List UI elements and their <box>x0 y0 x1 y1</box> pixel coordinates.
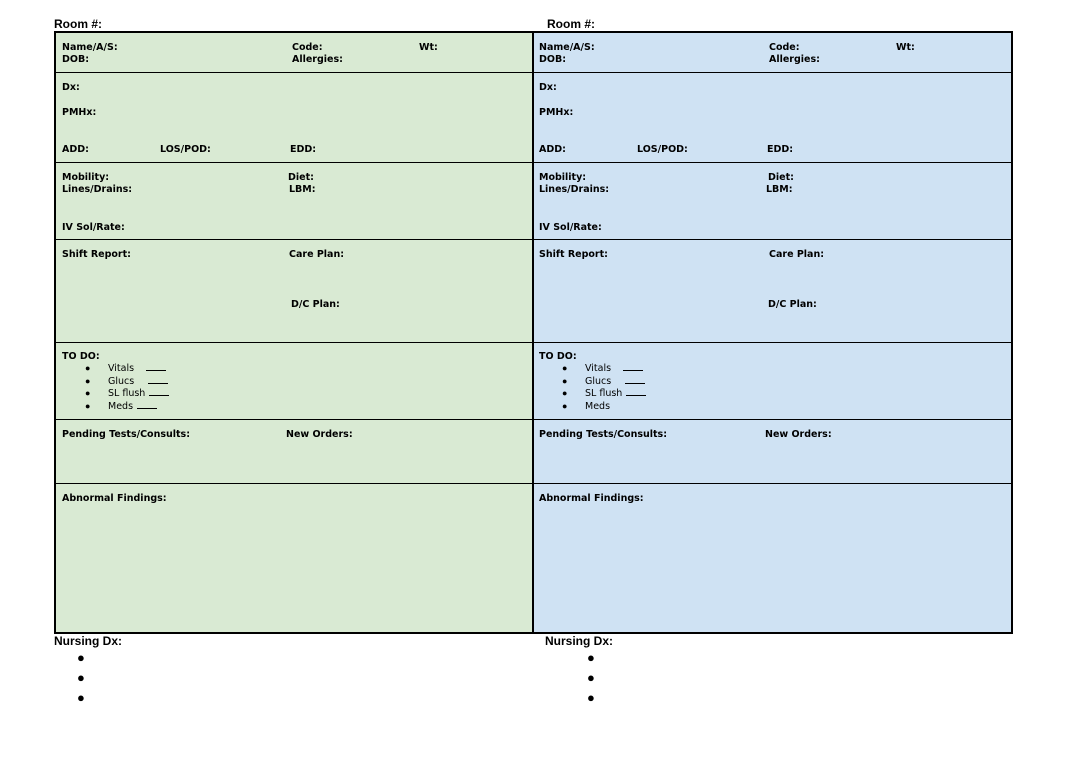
bullet-icon: ● <box>77 650 85 665</box>
section-mobility <box>534 163 1011 240</box>
code-label: Code: <box>769 42 800 53</box>
new-orders-label: New Orders: <box>286 429 353 440</box>
todo-item: SL flush <box>585 389 646 399</box>
new-orders-label: New Orders: <box>765 429 832 440</box>
dx-label: Dx: <box>539 82 557 93</box>
name-label: Name/A/S: <box>62 42 118 53</box>
wt-label: Wt: <box>419 42 438 53</box>
add-label: ADD: <box>62 144 89 155</box>
pending-tests-label: Pending Tests/Consults: <box>62 429 191 440</box>
room-label-left: Room #: <box>54 17 102 31</box>
section-diagnosis <box>534 73 1011 163</box>
code-label: Code: <box>292 42 323 53</box>
abnormal-findings-label: Abnormal Findings: <box>62 493 167 504</box>
section-todo <box>534 343 1011 420</box>
section-mobility <box>56 163 532 240</box>
shift-report-label: Shift Report: <box>62 249 131 260</box>
bullet-icon: ● <box>77 670 85 685</box>
nursing-dx-label-left: Nursing Dx: <box>54 634 123 648</box>
section-diagnosis <box>56 73 532 163</box>
bullet-icon: ● <box>77 690 85 705</box>
report-sheet <box>54 31 1013 634</box>
edd-label: EDD: <box>290 144 317 155</box>
todo-item: Vitals <box>585 364 643 374</box>
dc-plan-label: D/C Plan: <box>291 299 340 310</box>
lbm-label: LBM: <box>289 184 316 195</box>
section-identity <box>534 33 1011 73</box>
lines-drains-label: Lines/Drains: <box>62 184 133 195</box>
bullet-icon: ● <box>587 650 595 665</box>
lbm-label: LBM: <box>766 184 793 195</box>
todo-item: Meds <box>108 402 157 412</box>
abnormal-findings-label: Abnormal Findings: <box>539 493 644 504</box>
bullet-icon: ● <box>85 376 91 386</box>
lines-drains-label: Lines/Drains: <box>539 184 610 195</box>
name-label: Name/A/S: <box>539 42 595 53</box>
dob-label: DOB: <box>539 54 567 65</box>
bullet-icon: ● <box>85 388 91 398</box>
section-pending <box>534 420 1011 484</box>
todo-item: Glucs <box>108 377 168 387</box>
dc-plan-label: D/C Plan: <box>768 299 817 310</box>
dx-label: Dx: <box>62 82 80 93</box>
section-shift-report <box>56 240 532 343</box>
bullet-icon: ● <box>587 690 595 705</box>
shift-report-label: Shift Report: <box>539 249 608 260</box>
patient-panel-right <box>534 33 1011 632</box>
section-shift-report <box>534 240 1011 343</box>
edd-label: EDD: <box>767 144 794 155</box>
todo-item: SL flush <box>108 389 169 399</box>
room-label-right: Room #: <box>547 17 595 31</box>
pending-tests-label: Pending Tests/Consults: <box>539 429 668 440</box>
mobility-label: Mobility: <box>539 172 587 183</box>
pmhx-label: PMHx: <box>539 107 574 118</box>
los-pod-label: LOS/POD: <box>637 144 688 155</box>
care-plan-label: Care Plan: <box>289 249 345 260</box>
care-plan-label: Care Plan: <box>769 249 825 260</box>
mobility-label: Mobility: <box>62 172 110 183</box>
iv-rate-label: IV Sol/Rate: <box>62 222 125 233</box>
bullet-icon: ● <box>562 363 568 373</box>
section-abnormal <box>534 484 1011 632</box>
section-pending <box>56 420 532 484</box>
bullet-icon: ● <box>562 376 568 386</box>
iv-rate-label: IV Sol/Rate: <box>539 222 602 233</box>
bullet-icon: ● <box>587 670 595 685</box>
los-pod-label: LOS/POD: <box>160 144 211 155</box>
bullet-icon: ● <box>562 401 568 411</box>
bullet-icon: ● <box>85 401 91 411</box>
todo-item: Vitals <box>108 364 166 374</box>
diet-label: Diet: <box>768 172 794 183</box>
todo-item: Glucs <box>585 377 645 387</box>
add-label: ADD: <box>539 144 566 155</box>
todo-label: TO DO: <box>62 351 100 362</box>
patient-panel-left <box>56 33 534 632</box>
section-identity <box>56 33 532 73</box>
pmhx-label: PMHx: <box>62 107 97 118</box>
todo-item: Meds <box>585 401 611 412</box>
bullet-icon: ● <box>562 388 568 398</box>
wt-label: Wt: <box>896 42 915 53</box>
allergies-label: Allergies: <box>769 54 820 65</box>
section-abnormal <box>56 484 532 632</box>
dob-label: DOB: <box>62 54 90 65</box>
section-todo <box>56 343 532 420</box>
bullet-icon: ● <box>85 363 91 373</box>
diet-label: Diet: <box>288 172 314 183</box>
allergies-label: Allergies: <box>292 54 343 65</box>
todo-label: TO DO: <box>539 351 577 362</box>
nursing-dx-label-right: Nursing Dx: <box>545 634 614 648</box>
